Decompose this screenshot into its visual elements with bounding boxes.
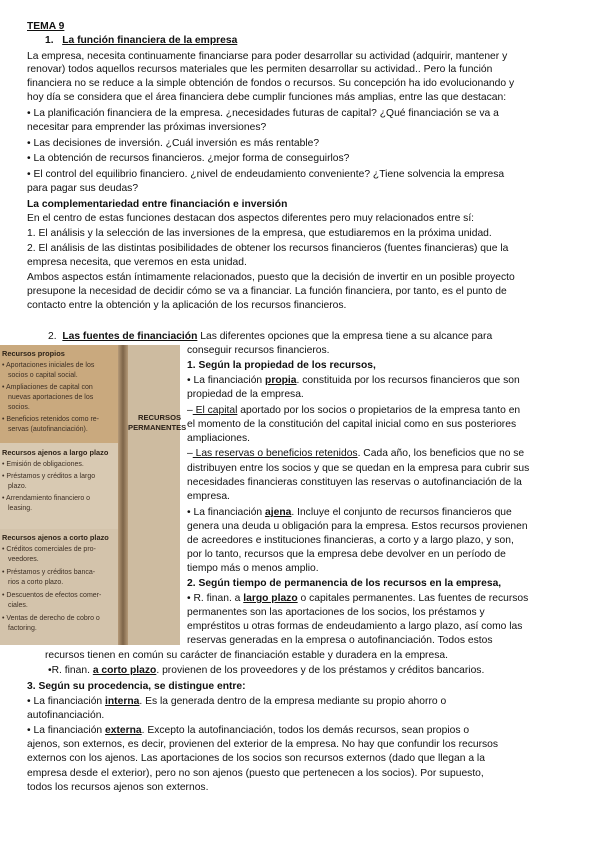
figure-item: • Arrendamiento financiero o bbox=[2, 495, 91, 502]
section-2-tail: Las diferentes opciones que la empresa tiene a su alcance para bbox=[197, 331, 493, 342]
figure-item: • Aportaciones iniciales de los bbox=[2, 362, 95, 369]
external-line: • La financiación externa. Excepto la autofinanciación, todos los demás recursos, sean propios o bbox=[27, 725, 470, 736]
complement-line: En el centro de estas funciones destacan dos aspectos diferentes pero muy relacionados entre sí: bbox=[27, 213, 475, 224]
function-bullet: • Las decisiones de inversión. ¿Cuál inversión es más rentable? bbox=[27, 138, 320, 149]
time-heading: 2. Según tiempo de permanencia de los recursos en la empresa, bbox=[187, 578, 502, 589]
intro-line: renovar) todos aquellos recursos materiales que les permiten desarrollar su actividad.. Pero la función bbox=[27, 64, 493, 75]
figure-item: • Ampliaciones de capital con bbox=[2, 384, 93, 391]
keyword-propia: propia bbox=[265, 375, 297, 386]
function-bullet: para pagar sus deudas? bbox=[27, 183, 139, 194]
figure-item: • Créditos comerciales de pro- bbox=[2, 546, 96, 553]
figure-item: veedores. bbox=[8, 556, 39, 563]
financing-sources-figure bbox=[0, 345, 187, 645]
figure-item: • Descuentos de efectos comer- bbox=[2, 592, 102, 599]
external-line: todos los recursos ajenos son externos. bbox=[27, 782, 209, 793]
figure-heading-short: Recursos ajenos a corto plazo bbox=[2, 533, 109, 542]
external-funds-line: • La financiación ajena. Incluye el conjunto de recursos financieros que bbox=[187, 507, 512, 518]
figure-item: plazo. bbox=[8, 483, 27, 490]
keyword-capital: El capital bbox=[192, 405, 238, 416]
reserves-line: necesidades financieras constituyen las reservas o autofinanciación de la bbox=[187, 477, 522, 488]
section-2-number: 2. bbox=[48, 331, 57, 342]
page-title: TEMA 9 bbox=[27, 21, 65, 32]
complement-line: contacto entre la obtención y la aplicación de los recursos financieros. bbox=[27, 300, 347, 311]
figure-item: socios o capital social. bbox=[8, 372, 78, 379]
capital-line: – El capital aportado por los socios o propietarios de la empresa tanto en bbox=[187, 405, 521, 416]
figure-item: nuevas aportaciones de los bbox=[8, 394, 94, 401]
complement-line: presupone la necesidad de decidir cómo se va a financiar. La función financiera, por tanto, es el punto de bbox=[27, 286, 507, 297]
figure-item: socios. bbox=[8, 404, 30, 411]
figure-brace bbox=[118, 345, 128, 645]
function-bullet: • La obtención de recursos financieros. ¿mejor forma de conseguirlos? bbox=[27, 153, 350, 164]
keyword-corto-plazo: a corto plazo bbox=[92, 665, 157, 676]
intro-line: La empresa, necesita continuamente financiarse para poder desarrollar su actividad (adquirir, mantener y bbox=[27, 51, 508, 62]
section-2-line: conseguir recursos financieros. bbox=[187, 345, 330, 356]
internal-line: • La financiación interna. Es la generada dentro de la empresa mediante su propio ahorro o bbox=[27, 696, 447, 707]
external-funds-line: tiempo más o menos amplio. bbox=[187, 563, 319, 574]
complement-heading: La complementariedad entre financiación e inversión bbox=[27, 199, 288, 210]
figure-item: • Emisión de obligaciones. bbox=[2, 461, 84, 468]
figure-item: • Beneficios retenidos como re- bbox=[2, 416, 99, 423]
section-1-number: 1. bbox=[45, 35, 54, 46]
intro-line: hoy día se considera que el área financiera debe cumplir funciones más amplias, entre las que destacan: bbox=[27, 92, 507, 103]
complement-line: 2. El análisis de las distintas posibilidades de obtener los recursos financieros (fuentes financieras) que la bbox=[27, 243, 509, 254]
reserves-line: distribuyen entre los socios y que se quedan en la empresa para cubrir sus bbox=[187, 463, 530, 474]
external-line: empresa desde el exterior), pero no son ajenos (puesto que pertenecen a los socios). Por supuesto, bbox=[27, 768, 484, 779]
external-funds-line: por lo tanto, recursos que la empresa debe devolver en un período de bbox=[187, 549, 506, 560]
section-2-title: Las fuentes de financiación bbox=[62, 331, 198, 342]
complement-line: 1. El análisis y la selección de las inversiones de la empresa, que estudiaremos en la próxima unidad. bbox=[27, 228, 492, 239]
section-1-heading bbox=[45, 34, 237, 47]
external-line: ajenos, son externos, es decir, provienen del exterior de la empresa. No hay que confundir los recursos bbox=[27, 739, 499, 750]
keyword-interna: interna bbox=[105, 696, 140, 707]
figure-heading-long: Recursos ajenos a largo plazo bbox=[2, 448, 109, 457]
long-term-line: recursos tienen en común su carácter de financiación estable y duradera en la empresa. bbox=[45, 650, 448, 661]
keyword-externa: externa bbox=[105, 725, 142, 736]
external-line: externos con los ajenos. Las aportaciones de los socios son recursos externos (dado que llegan a la bbox=[27, 753, 485, 764]
long-term-line: empréstitos u otras formas de endeudamiento a largo plazo, así como las bbox=[187, 621, 523, 632]
function-bullet: • La planificación financiera de la empresa. ¿necesidades futuras de capital? ¿Qué financiación se va a bbox=[27, 108, 499, 119]
section-1-title: La función financiera de la empresa bbox=[62, 35, 238, 46]
complement-line: empresa necesita, que veremos en esta unidad. bbox=[27, 257, 247, 268]
long-term-line: reservas generadas en la empresa o autofinanciación. Todos estos bbox=[187, 635, 493, 646]
capital-line: el momento de la constitución del capital inicial como en sus posteriores bbox=[187, 419, 517, 430]
figure-heading-own: Recursos propios bbox=[2, 349, 65, 358]
own-financing-line: • La financiación propia. constituida por los recursos financieros que son bbox=[187, 375, 520, 386]
reserves-line: empresa. bbox=[187, 491, 230, 502]
figure-item: • Préstamos y créditos banca- bbox=[2, 569, 96, 576]
figure-label-permanent: RECURSOS PERMANENTES bbox=[128, 413, 187, 432]
long-term-line: permanentes son las aportaciones de los socios, los préstamos y bbox=[187, 607, 485, 618]
function-bullet: necesitar para emprender las próximas inversiones? bbox=[27, 122, 267, 133]
reserves-line: – Las reservas o beneficios retenidos. Cada año, los beneficios que no se bbox=[187, 448, 525, 459]
figure-item: rios a corto plazo. bbox=[8, 579, 64, 586]
external-funds-line: genera una deuda u obligación para la empresa. Estos recursos provienen bbox=[187, 521, 528, 532]
own-financing-line: propiedad de la empresa. bbox=[187, 389, 304, 400]
figure-item: • Préstamos y créditos a largo bbox=[2, 473, 96, 480]
function-bullet: • El control del equilibrio financiero. ¿nivel de endeudamiento conveniente? ¿Tiene solvencia la empresa bbox=[27, 169, 505, 180]
figure-item: servas (autofinanciación). bbox=[8, 426, 88, 433]
long-term-line: • R. finan. a largo plazo o capitales permanentes. Las fuentes de recursos bbox=[187, 593, 529, 604]
capital-line: ampliaciones. bbox=[187, 433, 250, 444]
keyword-largo-plazo: largo plazo bbox=[243, 593, 298, 604]
short-term-line: •R. finan. a corto plazo. provienen de los proveedores y de los préstamos y créditos bancarios. bbox=[48, 665, 485, 676]
keyword-reservas: Las reservas o beneficios retenidos bbox=[192, 448, 358, 459]
complement-line: Ambos aspectos están íntimamente relacionados, puesto que la decisión de invertir en un posible proyecto bbox=[27, 272, 515, 283]
figure-item: ciales. bbox=[8, 602, 28, 609]
property-heading: 1. Según la propiedad de los recursos, bbox=[187, 360, 376, 371]
origin-heading: 3. Según su procedencia, se distingue entre: bbox=[27, 681, 246, 692]
keyword-ajena: ajena bbox=[265, 507, 292, 518]
section-2-heading bbox=[48, 330, 492, 343]
figure-item: factoring. bbox=[8, 625, 37, 632]
intro-line: financiera no se reduce a la simple obtención de fondos o recursos. Su concepción ha ido evolucionando y bbox=[27, 78, 515, 89]
internal-line: autofinanciación. bbox=[27, 710, 105, 721]
figure-item: • Ventas de derecho de cobro o bbox=[2, 615, 100, 622]
figure-item: leasing. bbox=[8, 505, 33, 512]
external-funds-line: de acreedores e instituciones financieras, a corto y a largo plazo, y son, bbox=[187, 535, 514, 546]
